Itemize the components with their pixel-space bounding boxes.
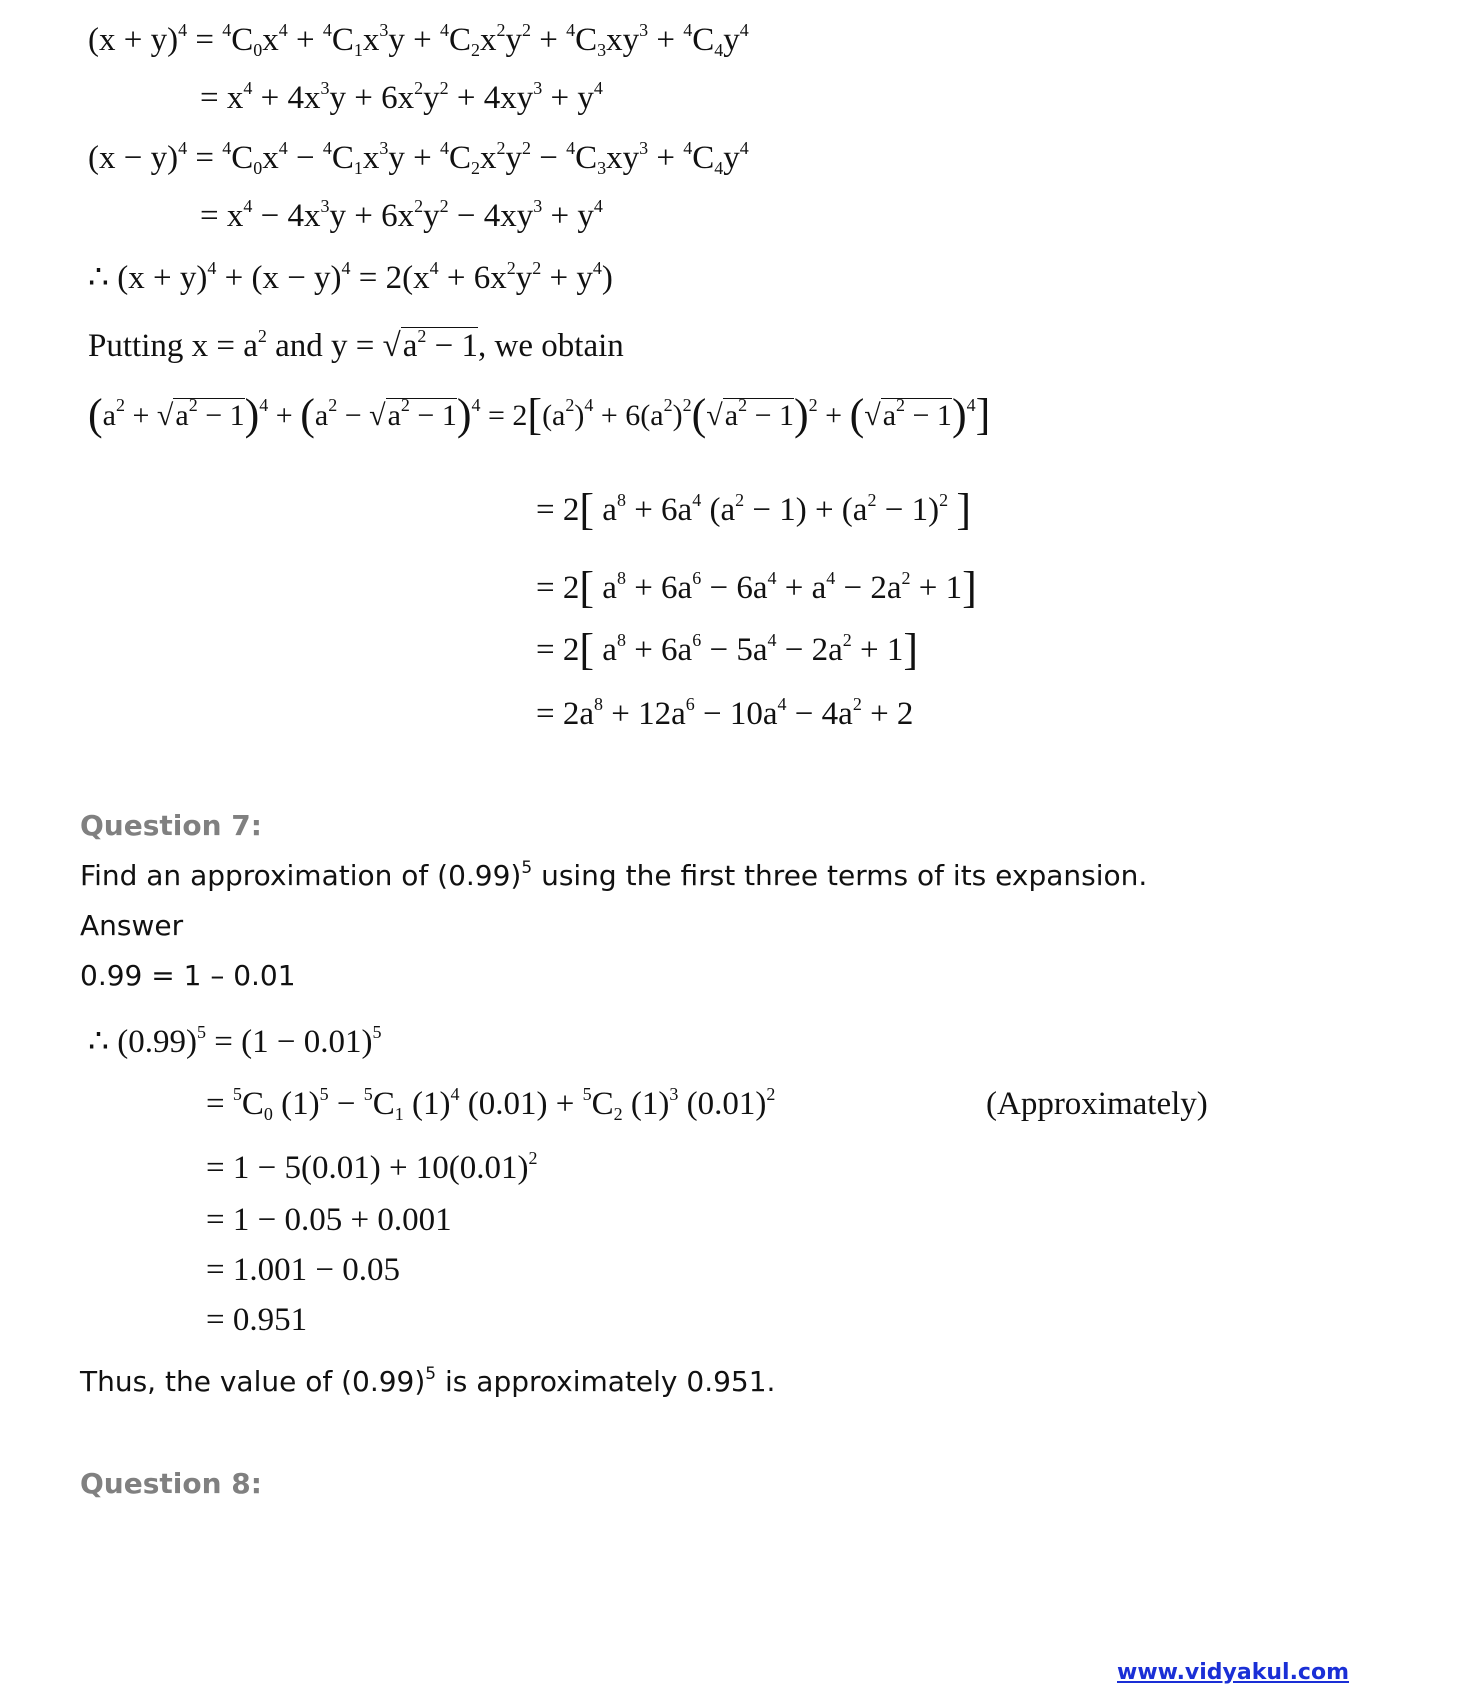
obtain-words: , we obtain — [478, 328, 624, 364]
question-7-heading: Question 7: — [80, 809, 262, 842]
answer-step-1: 0.99 = 1 – 0.01 — [80, 959, 296, 992]
equation-line-1: $(x + y)^4 = ^4C_0x^4 + ^4C_1x^3y + ^4C_2x^2y^2 + ^4C_3xy^3 + ^4C_4y^4$ — [88, 20, 749, 60]
calc-line-6: = 0.951 — [206, 1302, 308, 1338]
equation-line-5: ∴ $(x + y)^4 + (x - y)^4 = 2(x^4 + 6x^2y^2 + y^4)$ — [88, 258, 613, 296]
question-7-prompt: Find an approximation of $(0.99)^5$ using the first three terms of its expansion. — [80, 858, 1148, 892]
equation-line-8: = 2[ $a^8 + 6a^4$ $(a^2 - 1) + (a^2 - 1)^2$ ] — [536, 485, 971, 534]
equation-line-7: $(a^2 + √a^2 - 1)^4 + (a^2 - √a^2 - 1)^4 = 2[(a^2)^4 + 6(a^2)^2(√a^2 - 1)^2 + (√a^2 - 1)^4]$ — [88, 390, 991, 439]
equation-line-10: = 2[ $a^8 + 6a^6 - 5a^4 - 2a^2 + 1$] — [536, 625, 919, 674]
calc-line-1: ∴ $(0.99)^5 = (1 - 0.01)^5$ — [88, 1022, 382, 1060]
calc-line-3: = $1 - 5(0.01) + 10(0.01)^2$ — [206, 1148, 538, 1186]
answer-label: Answer — [80, 909, 184, 942]
approximately-note: (Approximately) — [986, 1086, 1208, 1122]
equation-line-4: = $x^4 - 4x^3y + 6x^2y^2 - 4xy^3 + y^4$ — [200, 196, 603, 234]
equation-line-9: = 2[ $a^8 + 6a^6 - 6a^4 + a^4 - 2a^2 + 1$] — [536, 563, 977, 612]
calc-line-5: = 1.001 − 0.05 — [206, 1252, 400, 1288]
question-7-conclusion: Thus, the value of $(0.99)^5$ is approximately 0.951. — [80, 1364, 776, 1398]
calc-line-4: = 1 − 0.05 + 0.001 — [206, 1202, 452, 1238]
question-8-heading: Question 8: — [80, 1467, 262, 1500]
equation-line-2: = $x^4 + 4x^3y + 6x^2y^2 + 4xy^3 + y^4$ — [200, 78, 603, 116]
calc-line-2: = $^5C_0$ $(1)^5 - ^5C_1$ $(1)^4$ $(0.01) + ^5C_2$ $(1)^3$ $(0.01)^2$ — [206, 1084, 776, 1124]
equation-line-11: = $2a^8 + 12a^6 - 10a^4 - 4a^2 + 2$ — [536, 694, 914, 732]
putting-word: Putting — [88, 328, 184, 364]
equation-line-3: $(x - y)^4 = ^4C_0x^4 - ^4C_1x^3y + ^4C_2x^2y^2 - ^4C_3xy^3 + ^4C_4y^4$ — [88, 138, 749, 178]
equation-line-6: Putting $x = a^2$ and $y = √a^2 - 1$, we obtain — [88, 326, 624, 364]
and-word: and — [275, 328, 323, 364]
vidyakul-website-link[interactable]: www.vidyakul.com — [1117, 1660, 1350, 1685]
